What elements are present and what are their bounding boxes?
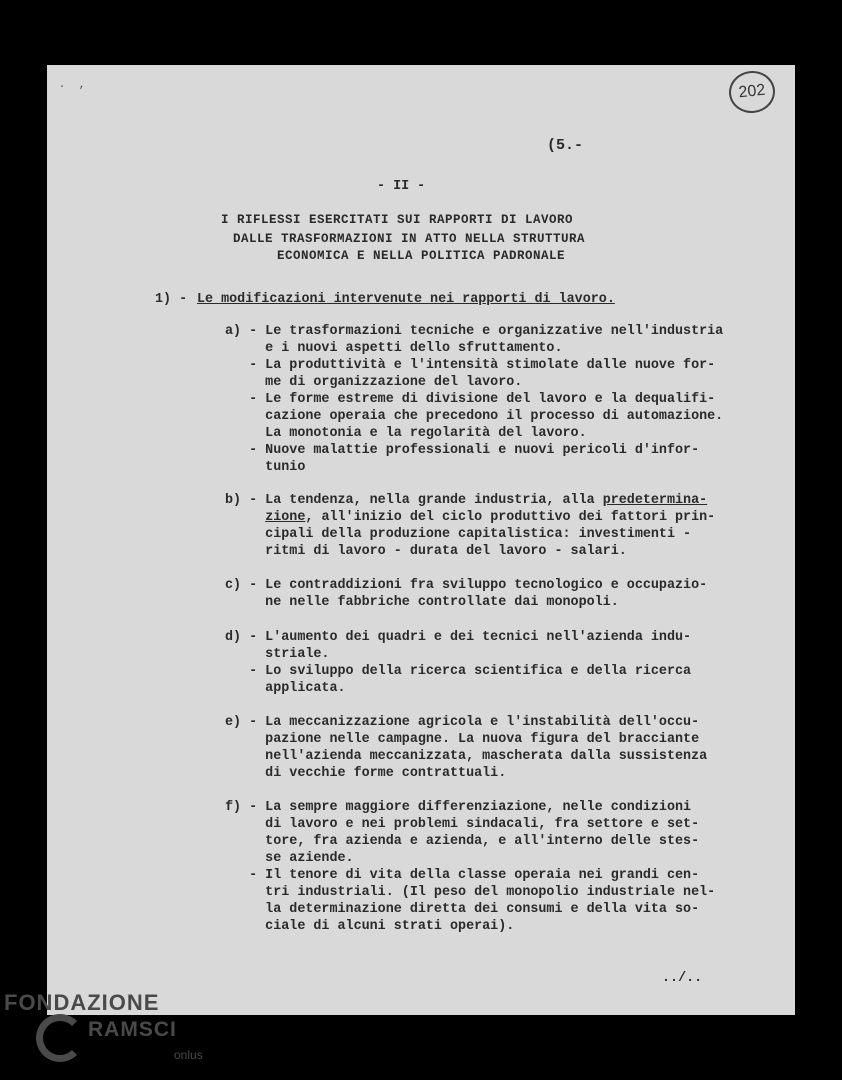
text-line: striale. (225, 647, 330, 662)
logo-onlus: onlus (174, 1048, 203, 1062)
text-line: d) - L'aumento dei quadri e dei tecnici nell'azienda indu- (225, 630, 692, 645)
text-line: cazione operaia che precedono il processo di automazione. (225, 409, 724, 424)
text-line: me di organizzazione del lavoro. (225, 375, 523, 390)
text-line: applicata. (225, 681, 346, 696)
text-line: a) - Le trasformazioni tecniche e organizzative nell'industria (225, 324, 724, 339)
text-line: - Il tenore di vita della classe operaia nei grandi cen- (225, 868, 700, 883)
page-number: (5.- (547, 137, 584, 154)
text-line: - La produttività e l'intensità stimolate dalle nuove for- (225, 358, 716, 373)
text-line: La monotonia e la regolarità del lavoro. (225, 426, 587, 441)
logo-gramsci: RAMSCI (88, 1018, 177, 1041)
text-line: di vecchie forme contrattuali. (225, 766, 507, 781)
text-line: di lavoro e nei problemi sindacali, fra settore e set- (225, 817, 700, 832)
title-line: I RIFLESSI ESERCITATI SUI RAPPORTI DI LAVORO (221, 213, 574, 227)
text-line: la determinazione diretta dei consumi e della vita so- (225, 902, 700, 917)
logo-fondazione: FONDAZIONE (4, 990, 160, 1015)
text-line: - Lo sviluppo della ricerca scientifica e della ricerca (225, 664, 692, 679)
heading: Le modificazioni intervenute nei rapporti di lavoro. (197, 292, 615, 307)
text-line: ciale di alcuni strati operai). (225, 919, 515, 934)
heading-number: 1) - (155, 292, 188, 307)
text-line: e) - La meccanizzazione agricola e l'instabilità dell'occu- (225, 715, 700, 730)
margin-marks: . , (59, 80, 90, 91)
text-line: tunio (225, 460, 306, 475)
text-line: pazione nelle campagne. La nuova figura del bracciante (225, 732, 700, 747)
text-line: cipali della produzione capitalistica: investimenti - (225, 527, 692, 542)
text-line: se aziende. (225, 851, 354, 866)
section-number: - II - (377, 179, 426, 194)
text-line: tore, fra azienda e azienda, e all'interno delle stes- (225, 834, 700, 849)
text-line: e i nuovi aspetti dello sfruttamento. (225, 341, 563, 356)
text-line: ritmi di lavoro - durata del lavoro - salari. (225, 544, 627, 559)
document-page (47, 65, 795, 1015)
text-line: nell'azienda meccanizzata, mascherata dalla sussistenza (225, 749, 708, 764)
text-line: c) - Le contraddizioni fra sviluppo tecnologico e occupazio- (225, 578, 708, 593)
text-line: b) - La tendenza, nella grande industria, alla predetermina- (225, 493, 708, 508)
text-line: tri industriali. (Il peso del monopolio industriale nel- (225, 885, 716, 900)
text-line: zione, all'inizio del ciclo produttivo dei fattori prin- (265, 510, 716, 525)
continuation-mark: ../.. (662, 971, 703, 986)
logo-g-icon (36, 1014, 84, 1062)
text-line: - Le forme estreme di divisione del lavoro e la dequalifi- (225, 392, 716, 407)
text-line: - Nuove malattie professionali e nuovi pericoli d'infor- (225, 443, 700, 458)
text-line: f) - La sempre maggiore differenziazione, nelle condizioni (225, 800, 692, 815)
handwritten-page-number: 202 (727, 69, 777, 116)
text-line: ne nelle fabbriche controllate dai monopoli. (225, 595, 619, 610)
title-line: DALLE TRASFORMAZIONI IN ATTO NELLA STRUTTURA (233, 232, 586, 246)
title-line: ECONOMICA E NELLA POLITICA PADRONALE (277, 249, 566, 263)
